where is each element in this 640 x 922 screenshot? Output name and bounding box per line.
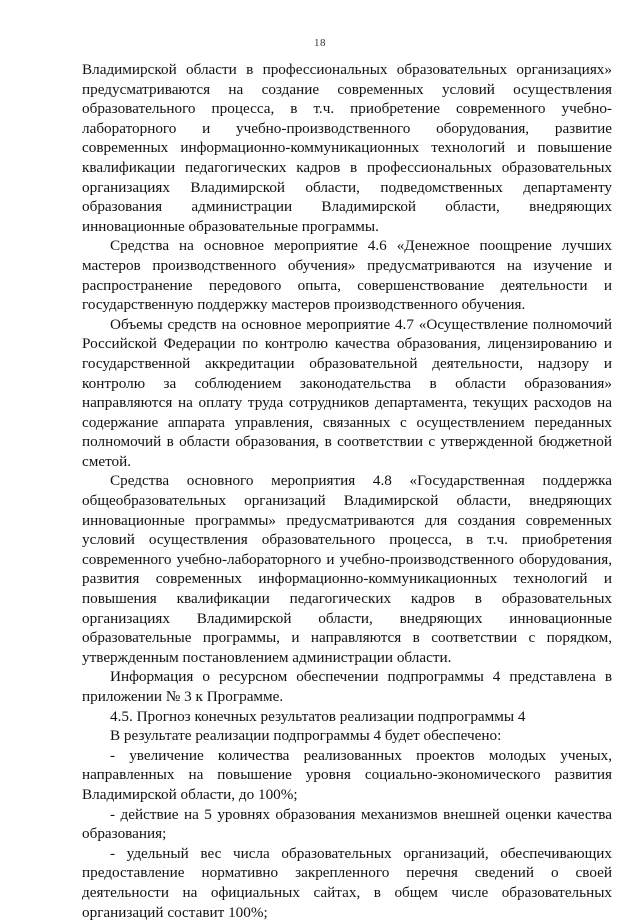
section-intro: В результате реализации подпрограммы 4 будет обеспечено: xyxy=(110,727,502,745)
paragraph-measure-4-6: Средства на основное мероприятие 4.6 «Денежное поощрение лучших мастеров производственного обучения» предусматриваются на изучение и распространение передового опыта, совершенствование деятельности и государственную поддержку мастеров производственного обучения. xyxy=(82,237,612,314)
paragraph-measure-4-7: Объемы средств на основное мероприятие 4.7 «Осуществление полномочий Российской Федерации по контролю качества образования, лицензированию и государственной аккредитации образовательной деятельности, надзору и контролю за соблюдением законодательства в области образования» направляются на оплату труда сотрудников департамента, текущих расходов на содержание аппарата управления, связанных с осуществлением переданных полномочий в области образования, в соответствии с утвержденной бюджетной сметой. xyxy=(82,315,612,470)
result-item-young-scientists: - увеличение количества реализованных проектов молодых ученых, направленных на повышение уровня социально-экономического развития Владимирской области, до 100%; xyxy=(82,746,612,803)
result-item-quality-assessment: - действие на 5 уровнях образования механизмов внешней оценки качества образования; xyxy=(82,805,612,843)
paragraph-measure-4-8: Средства основного мероприятия 4.8 «Государственная поддержка общеобразовательных организаций Владимирской области, внедряющих инновационные программы» предусматриваются для создания современных условий осуществления образовательного процесса, в т.ч. приобретения современного учебно-лабораторного и учебно-производственного оборудования, развития современных информационно-коммуникационных технологий и повышения квалификации педагогических кадров в образовательных организациях Владимирской области, внедряющих инновационные образовательные программы, и направляются в соответствии с порядком, утвержденным постановлением администрации области. xyxy=(82,472,612,666)
section-heading: 4.5. Прогноз конечных результатов реализации подпрограммы 4 xyxy=(110,707,526,725)
document-body xyxy=(82,60,612,922)
page-number: 18 xyxy=(314,37,326,49)
paragraph-continuation: Владимирской области в профессиональных образовательных организациях» предусматриваются на создание современных условий осуществления образовательного процесса, в т.ч. приобретение современного учебно-лабораторного и учебно-производственного оборудования, развитие современных информационно-коммуникационных технологий и повышение квалификации педагогических кадров в профессиональных образовательных организациях Владимирской области, подведомственных департаменту образования администрации Владимирской области, внедряющих инновационные образовательные программы. xyxy=(82,61,612,235)
paragraph-resource-info: Информация о ресурсном обеспечении подпрограммы 4 представлена в приложении № 3 к Программе. xyxy=(82,668,612,705)
result-item-official-websites: - удельный вес числа образовательных организаций, обеспечивающих предоставление нормативно закрепленного перечня сведений о своей деятельности на официальных сайтах, в общем числе образовательных организаций составит 100%; xyxy=(82,844,612,921)
